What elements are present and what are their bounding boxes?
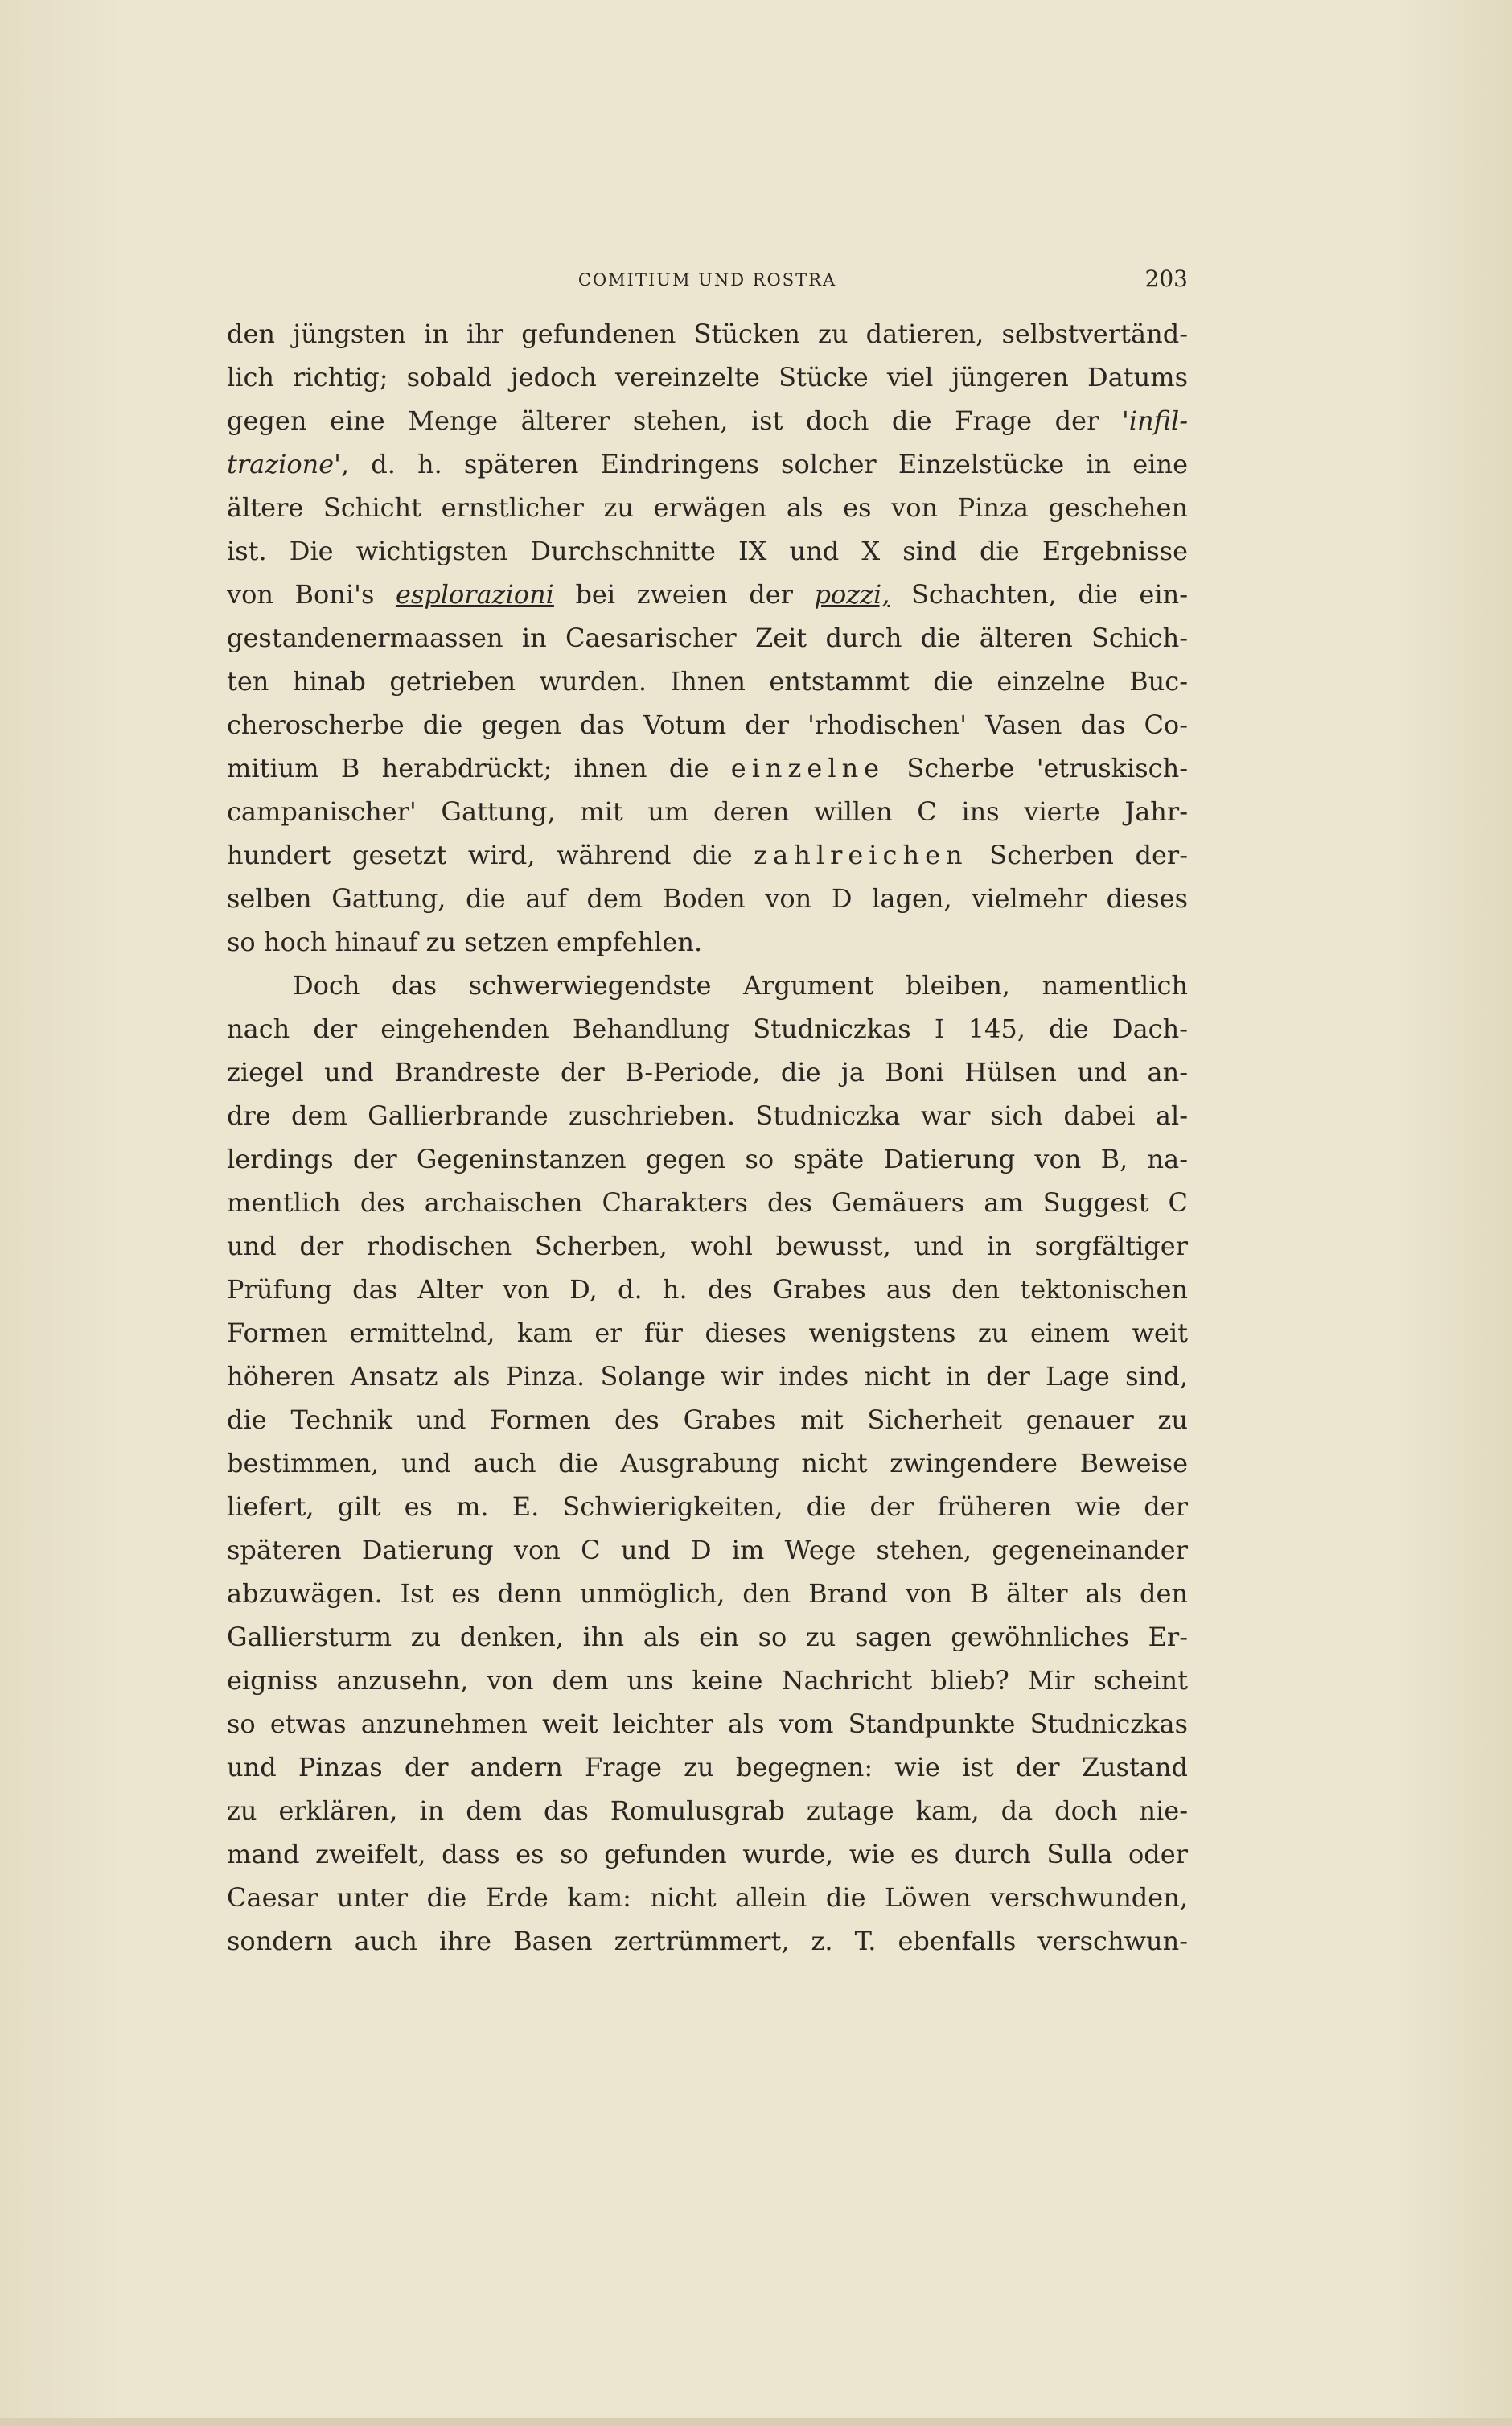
text-line — [227, 1181, 1188, 1224]
italic-text: trazione' — [227, 449, 341, 479]
line-text: so etwas anzunehmen weit leichter als vom Standpunkte Studniczkas — [227, 1708, 1188, 1739]
text-line — [227, 790, 1188, 833]
text-line — [227, 1615, 1188, 1659]
text-line — [227, 1051, 1188, 1094]
text-line — [227, 1876, 1188, 1919]
text-line — [227, 1137, 1188, 1181]
line-text: lich richtig; sobald jedoch vereinzelte Stücke viel jüngeren Datums — [227, 362, 1188, 393]
text-line — [227, 746, 1188, 790]
line-text: sondern auch ihre Basen zertrümmert, z. T. ebenfalls verschwun- — [227, 1926, 1188, 1956]
text-line — [227, 573, 1188, 616]
line-text: liefert, gilt es m. E. Schwierigkeiten, die der früheren wie der — [227, 1491, 1188, 1522]
line-text: und Pinzas der andern Frage zu begegnen: wie ist der Zustand — [227, 1752, 1188, 1782]
text-line — [227, 356, 1188, 399]
text-line — [227, 1268, 1188, 1311]
text-line — [227, 1094, 1188, 1137]
line-text: Prüfung das Alter von D, d. h. des Grabes aus den tektonischen — [227, 1274, 1188, 1305]
line-text: selben Gattung, die auf dem Boden von D lagen, vielmehr dieses — [227, 883, 1188, 914]
line-text: zu erklären, in dem das Romulusgrab zutage kam, da doch nie- — [227, 1795, 1188, 1826]
line-text: mitium B herabdrückt; ihnen die — [227, 753, 731, 783]
underlined-italic-text: esplorazioni — [395, 579, 554, 610]
line-text: Galliersturm zu denken, ihn als ein so zu sagen gewöhnliches Er- — [227, 1622, 1188, 1652]
line-text: und der rhodischen Scherben, wohl bewusst, und in sorgfältiger — [227, 1231, 1188, 1261]
line-text: mand zweifelt, dass es so gefunden wurde, wie es durch Sulla oder — [227, 1839, 1188, 1869]
text-line — [227, 1528, 1188, 1572]
line-text: , d. h. späteren Eindringens solcher Einzelstücke in eine — [340, 449, 1188, 479]
line-text: dre dem Gallierbrande zuschrieben. Studniczka war sich dabei al- — [227, 1100, 1188, 1131]
line-text: gegen eine Menge älterer stehen, ist doch die Frage der — [227, 405, 1122, 436]
text-line — [227, 833, 1188, 877]
line-text: mentlich des archaischen Charakters des Gemäuers am Suggest C — [227, 1187, 1188, 1218]
italic-text: 'infil- — [1121, 405, 1188, 436]
line-text: abzuwägen. Ist es denn unmöglich, den Brand von B älter als den — [227, 1578, 1188, 1609]
line-text: Scherben der- — [968, 840, 1189, 870]
text-line — [227, 1311, 1188, 1355]
text-line — [227, 312, 1188, 356]
text-line — [227, 1919, 1188, 1963]
line-text: den jüngsten in ihr gefundenen Stücken zu datieren, selbstvertänd- — [227, 319, 1188, 349]
text-line — [227, 1659, 1188, 1702]
line-text: so hoch hinauf zu setzen empfehlen. — [227, 927, 703, 957]
line-text: Caesar unter die Erde kam: nicht allein die Löwen verschwunden, — [227, 1882, 1188, 1913]
spaced-emphasis: einzelne — [730, 753, 885, 783]
text-line — [227, 1007, 1188, 1051]
line-text: Formen ermittelnd, kam er für dieses wenigstens zu einem weit — [227, 1318, 1188, 1348]
line-text: ziegel und Brandreste der B-Periode, die ja Boni Hülsen und an- — [227, 1057, 1188, 1088]
underlined-italic-text: pozzi, — [814, 579, 890, 610]
line-text: nach der eingehenden Behandlung Studniczkas I 145, die Dach- — [227, 1014, 1188, 1044]
text-line — [227, 1745, 1188, 1789]
text-line — [227, 486, 1188, 529]
line-text: campanischer' Gattung, mit um deren willen C ins vierte Jahr- — [227, 796, 1188, 827]
line-text: bestimmen, und auch die Ausgrabung nicht zwingendere Beweise — [227, 1448, 1188, 1478]
text-line — [227, 920, 1188, 964]
line-text: cheroscherbe die gegen das Votum der 'rhodischen' Vasen das Co- — [227, 709, 1188, 740]
text-line — [227, 703, 1188, 746]
page-bottom-edge — [0, 2418, 1512, 2426]
line-text: ist. Die wichtigsten Durchschnitte IX und X sind die Ergebnisse — [227, 536, 1188, 566]
running-title: COMITIUM UND ROSTRA — [577, 270, 837, 290]
line-text: höheren Ansatz als Pinza. Solange wir indes nicht in der Lage sind, — [227, 1361, 1188, 1392]
text-line — [227, 1789, 1188, 1832]
text-line — [227, 1398, 1188, 1441]
line-text: hundert gesetzt wird, während die — [227, 840, 754, 870]
line-text: Doch das schwerwiegendste Argument bleiben, namentlich — [293, 970, 1188, 1001]
line-text: ältere Schicht ernstlicher zu erwägen als es von Pinza geschehen — [227, 492, 1188, 523]
text-line — [227, 1702, 1188, 1745]
spaced-emphasis: zahlreichen — [754, 840, 968, 870]
line-text: Scherbe 'etruskisch- — [885, 753, 1189, 783]
text-line — [227, 1572, 1188, 1615]
body-text — [227, 312, 1188, 1963]
text-line — [227, 399, 1188, 442]
text-line — [227, 1355, 1188, 1398]
line-text: Schachten, die ein- — [890, 579, 1189, 610]
text-line — [227, 442, 1188, 486]
line-text: ten hinab getrieben wurden. Ihnen entstammt die einzelne Buc- — [227, 666, 1188, 697]
text-line — [227, 616, 1188, 660]
line-text: die Technik und Formen des Grabes mit Sicherheit genauer zu — [227, 1404, 1188, 1435]
text-line — [227, 1441, 1188, 1485]
text-line — [227, 1832, 1188, 1876]
line-text: von Boni's — [227, 579, 396, 610]
line-text: späteren Datierung von C und D im Wege stehen, gegeneinander — [227, 1535, 1188, 1565]
text-line — [227, 877, 1188, 920]
line-text: eigniss anzusehn, von dem uns keine Nachricht blieb? Mir scheint — [227, 1665, 1188, 1696]
page-header — [227, 265, 1188, 298]
page-number: 203 — [1144, 265, 1188, 292]
text-line — [227, 964, 1188, 1007]
text-line — [227, 1224, 1188, 1268]
text-line — [227, 529, 1188, 573]
text-line — [227, 1485, 1188, 1528]
line-text: gestandenermaassen in Caesarischer Zeit durch die älteren Schich- — [227, 623, 1188, 653]
line-text: lerdings der Gegeninstanzen gegen so späte Datierung von B, na- — [227, 1144, 1188, 1174]
line-text: bei zweien der — [553, 579, 815, 610]
text-line — [227, 660, 1188, 703]
